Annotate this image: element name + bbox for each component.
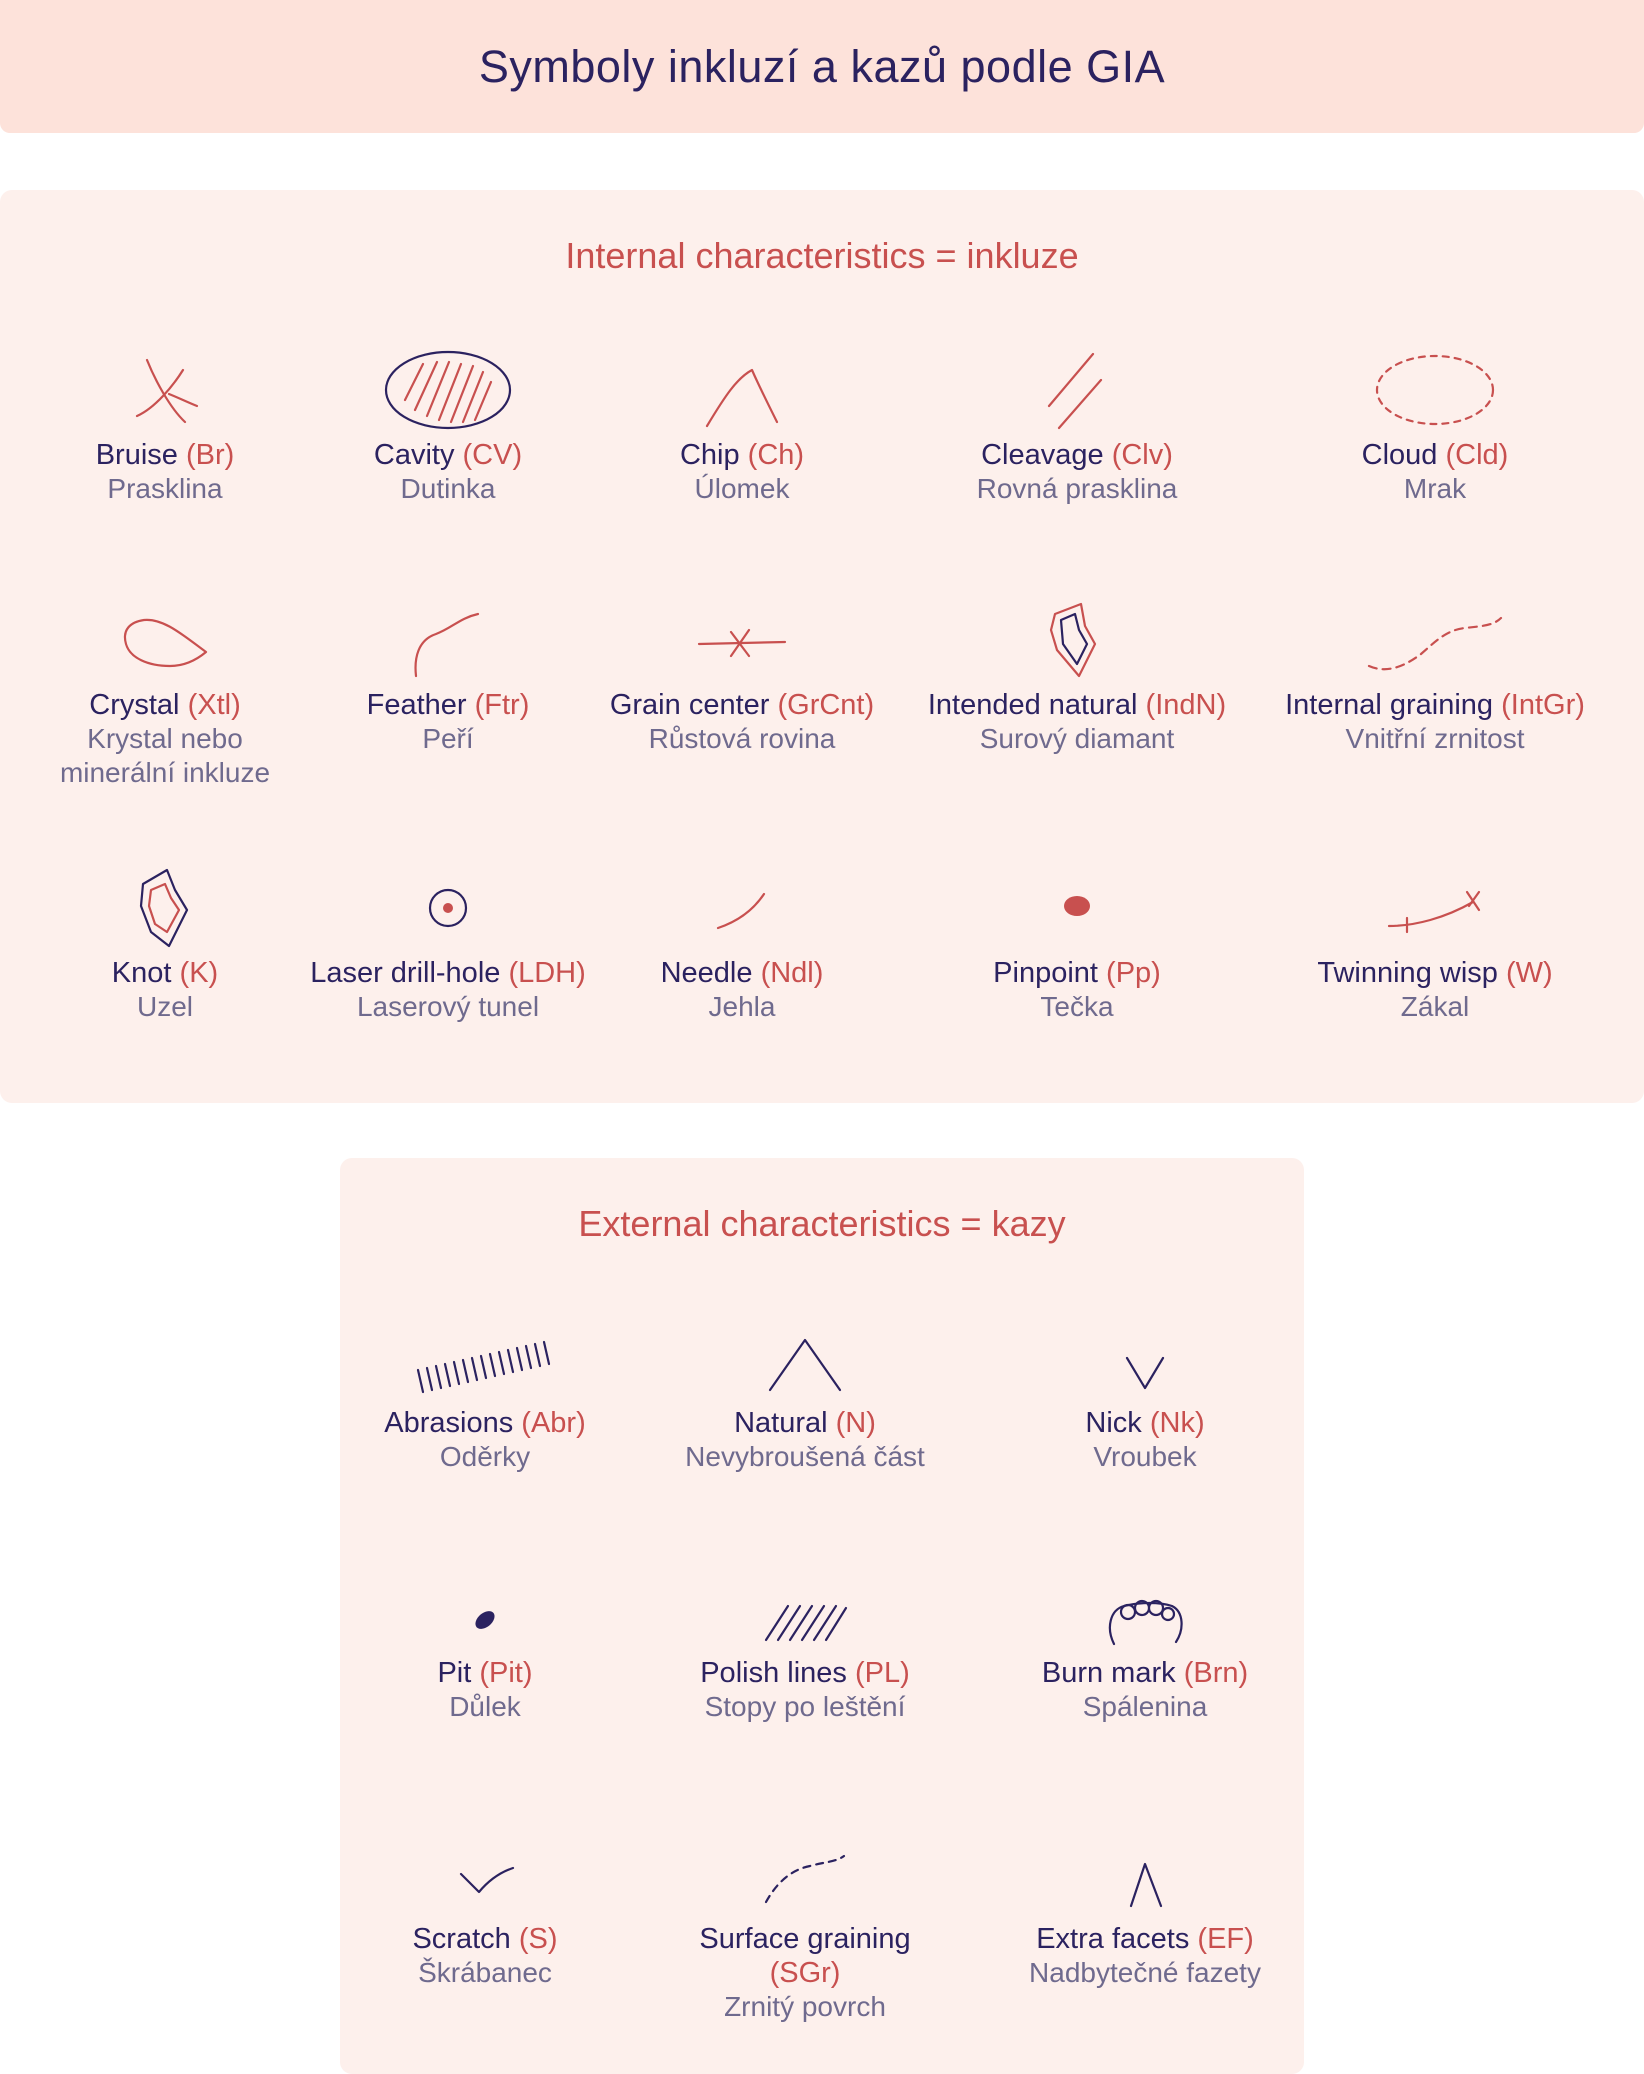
symbol-name: Scratch [412, 1923, 511, 1955]
symbol-cz: Spálenina [1082, 1691, 1208, 1722]
symbol-cz: Peří [422, 723, 474, 754]
symbol-name: Nick [1085, 1407, 1142, 1439]
symbol-name: Polish lines [700, 1657, 847, 1689]
symbol-laser-drill-hole [283, 868, 613, 1024]
symbol-cz: Tečka [1040, 991, 1114, 1022]
symbol-needle [577, 868, 907, 1024]
symbol-name: Pit [437, 1657, 472, 1689]
symbol-abbr: (S) [518, 1923, 558, 1955]
symbol-name: Bruise [95, 439, 178, 471]
symbol-abbr: (IndN) [1145, 689, 1227, 721]
symbol-cz: Jehla [708, 991, 776, 1022]
nick-icon [1105, 1318, 1185, 1398]
natural-icon [760, 1318, 850, 1398]
symbol-name: Chip [679, 439, 740, 471]
symbol-scratch [340, 1834, 630, 1990]
chip-icon [697, 350, 787, 430]
bruise-icon [125, 350, 205, 430]
symbol-cleavage [912, 350, 1242, 506]
symbol-abbr: (Pit) [479, 1657, 533, 1689]
external-heading: External characteristics = kazy [578, 1203, 1066, 1244]
symbol-chip [577, 350, 907, 506]
twinning-wisp-icon [1385, 868, 1485, 948]
symbol-name: Cloud [1361, 439, 1438, 471]
symbol-cz: Stopy po leštění [704, 1691, 906, 1722]
symbol-cz: Oděrky [439, 1441, 531, 1472]
symbol-knot [0, 868, 330, 1024]
symbol-crystal [0, 600, 330, 790]
symbol-pit [340, 1568, 630, 1724]
symbol-abbr: (Ndl) [760, 957, 824, 989]
symbol-cz: Laserový tunel [356, 991, 540, 1022]
symbol-cz: Uzel [136, 991, 193, 1022]
symbol-cz: Mrak [1403, 473, 1467, 504]
symbol-name: Natural [734, 1407, 828, 1439]
abrasions-icon [410, 1318, 560, 1398]
grain-center-icon [697, 600, 787, 680]
symbol-cz: Krystal nebo minerální inkluze [59, 723, 271, 788]
symbol-name: Laser drill-hole [310, 957, 501, 989]
intended-natural-icon [1037, 600, 1117, 680]
symbol-burn-mark [1000, 1568, 1290, 1724]
symbol-abbr: (EF) [1197, 1923, 1254, 1955]
symbol-cz: Dutinka [400, 473, 496, 504]
cleavage-icon [1037, 350, 1117, 430]
symbol-name: Burn mark [1041, 1657, 1176, 1689]
symbol-name: Twinning wisp [1317, 957, 1498, 989]
symbol-cz: Surový diamant [979, 723, 1175, 754]
symbol-name: Internal graining [1285, 689, 1494, 721]
symbol-cz: Nevybroušená část [685, 1441, 925, 1472]
symbol-cloud [1270, 350, 1600, 506]
extra-facets-icon [1105, 1834, 1185, 1914]
symbol-cz: Úlomek [694, 473, 790, 504]
symbol-natural [660, 1318, 950, 1474]
symbol-cz: Nadbytečné fazety [1029, 1957, 1261, 1988]
symbol-abbr: (W) [1505, 957, 1553, 989]
knot-icon [125, 868, 205, 948]
internal-heading: Internal characteristics = inkluze [565, 235, 1079, 276]
burn-mark-icon [1100, 1568, 1190, 1648]
symbol-extra-facets [1000, 1834, 1290, 1990]
symbol-cz: Prasklina [107, 473, 223, 504]
crystal-icon [120, 600, 210, 680]
symbol-name: Surface graining [699, 1923, 911, 1955]
symbol-name: Needle [660, 957, 753, 989]
symbol-abbr: (N) [835, 1407, 876, 1439]
symbol-nick [1000, 1318, 1290, 1474]
symbol-cz: Důlek [449, 1691, 521, 1722]
symbol-name: Abrasions [384, 1407, 514, 1439]
symbol-abbr: (Xtl) [187, 689, 241, 721]
symbol-abbr: (K) [179, 957, 219, 989]
symbol-cz: Rovná prasklina [976, 473, 1178, 504]
cavity-icon [383, 350, 513, 430]
symbol-cz: Růstová rovina [648, 723, 836, 754]
polish-lines-icon [760, 1568, 850, 1648]
needle-icon [702, 868, 782, 948]
symbol-abbr: (Clv) [1111, 439, 1173, 471]
symbol-abbr: (Ch) [747, 439, 805, 471]
symbol-grain-center [577, 600, 907, 756]
symbol-name: Extra facets [1036, 1923, 1190, 1955]
symbol-polish-lines [660, 1568, 950, 1724]
symbol-abbr: (Nk) [1149, 1407, 1205, 1439]
pit-icon [445, 1568, 525, 1648]
symbol-cz: Škrábanec [418, 1957, 552, 1988]
page-header [0, 0, 1644, 133]
symbol-cz: Zrnitý povrch [724, 1991, 886, 2022]
symbol-abbr: (SGr) [769, 1957, 841, 1989]
symbol-abbr: (Br) [185, 439, 235, 471]
symbol-abbr: (Pp) [1106, 957, 1161, 989]
symbol-twinning-wisp [1270, 868, 1600, 1024]
symbol-abrasions [340, 1318, 630, 1474]
symbol-cz: Zákal [1400, 991, 1470, 1022]
symbol-name: Crystal [89, 689, 180, 721]
internal-graining-icon [1365, 600, 1505, 680]
symbol-name: Knot [111, 957, 172, 989]
internal-panel [0, 190, 1644, 1103]
symbol-internal-graining [1270, 600, 1600, 756]
laser-drill-hole-icon [408, 868, 488, 948]
symbol-abbr: (LDH) [508, 957, 586, 989]
symbol-abbr: (PL) [854, 1657, 910, 1689]
external-panel [340, 1158, 1304, 2074]
symbol-bruise [0, 350, 330, 506]
symbol-abbr: (Cld) [1445, 439, 1509, 471]
symbol-abbr: (GrCnt) [777, 689, 875, 721]
symbol-abbr: (Abr) [521, 1407, 586, 1439]
cloud-icon [1370, 350, 1500, 430]
symbol-surface-graining [660, 1834, 950, 2024]
symbol-name: Pinpoint [993, 957, 1098, 989]
symbol-name: Feather [366, 689, 467, 721]
symbol-pinpoint [912, 868, 1242, 1024]
symbol-name: Grain center [609, 689, 770, 721]
scratch-icon [445, 1834, 525, 1914]
surface-graining-icon [760, 1834, 850, 1914]
symbol-name: Intended natural [927, 689, 1138, 721]
symbol-cz: Vroubek [1093, 1441, 1197, 1472]
symbol-abbr: (CV) [462, 439, 523, 471]
symbol-name: Cleavage [981, 439, 1104, 471]
symbol-cz: Vnitřní zrnitost [1345, 723, 1525, 754]
symbol-abbr: (Brn) [1183, 1657, 1249, 1689]
symbol-feather [283, 600, 613, 756]
feather-icon [408, 600, 488, 680]
symbol-intended-natural [912, 600, 1242, 756]
symbol-abbr: (Ftr) [474, 689, 530, 721]
page-title: Symboly inkluzí a kazů podle GIA [478, 40, 1166, 92]
pinpoint-icon [1037, 868, 1117, 948]
symbol-abbr: (IntGr) [1501, 689, 1585, 721]
symbol-cavity [283, 350, 613, 506]
symbol-name: Cavity [373, 439, 455, 471]
